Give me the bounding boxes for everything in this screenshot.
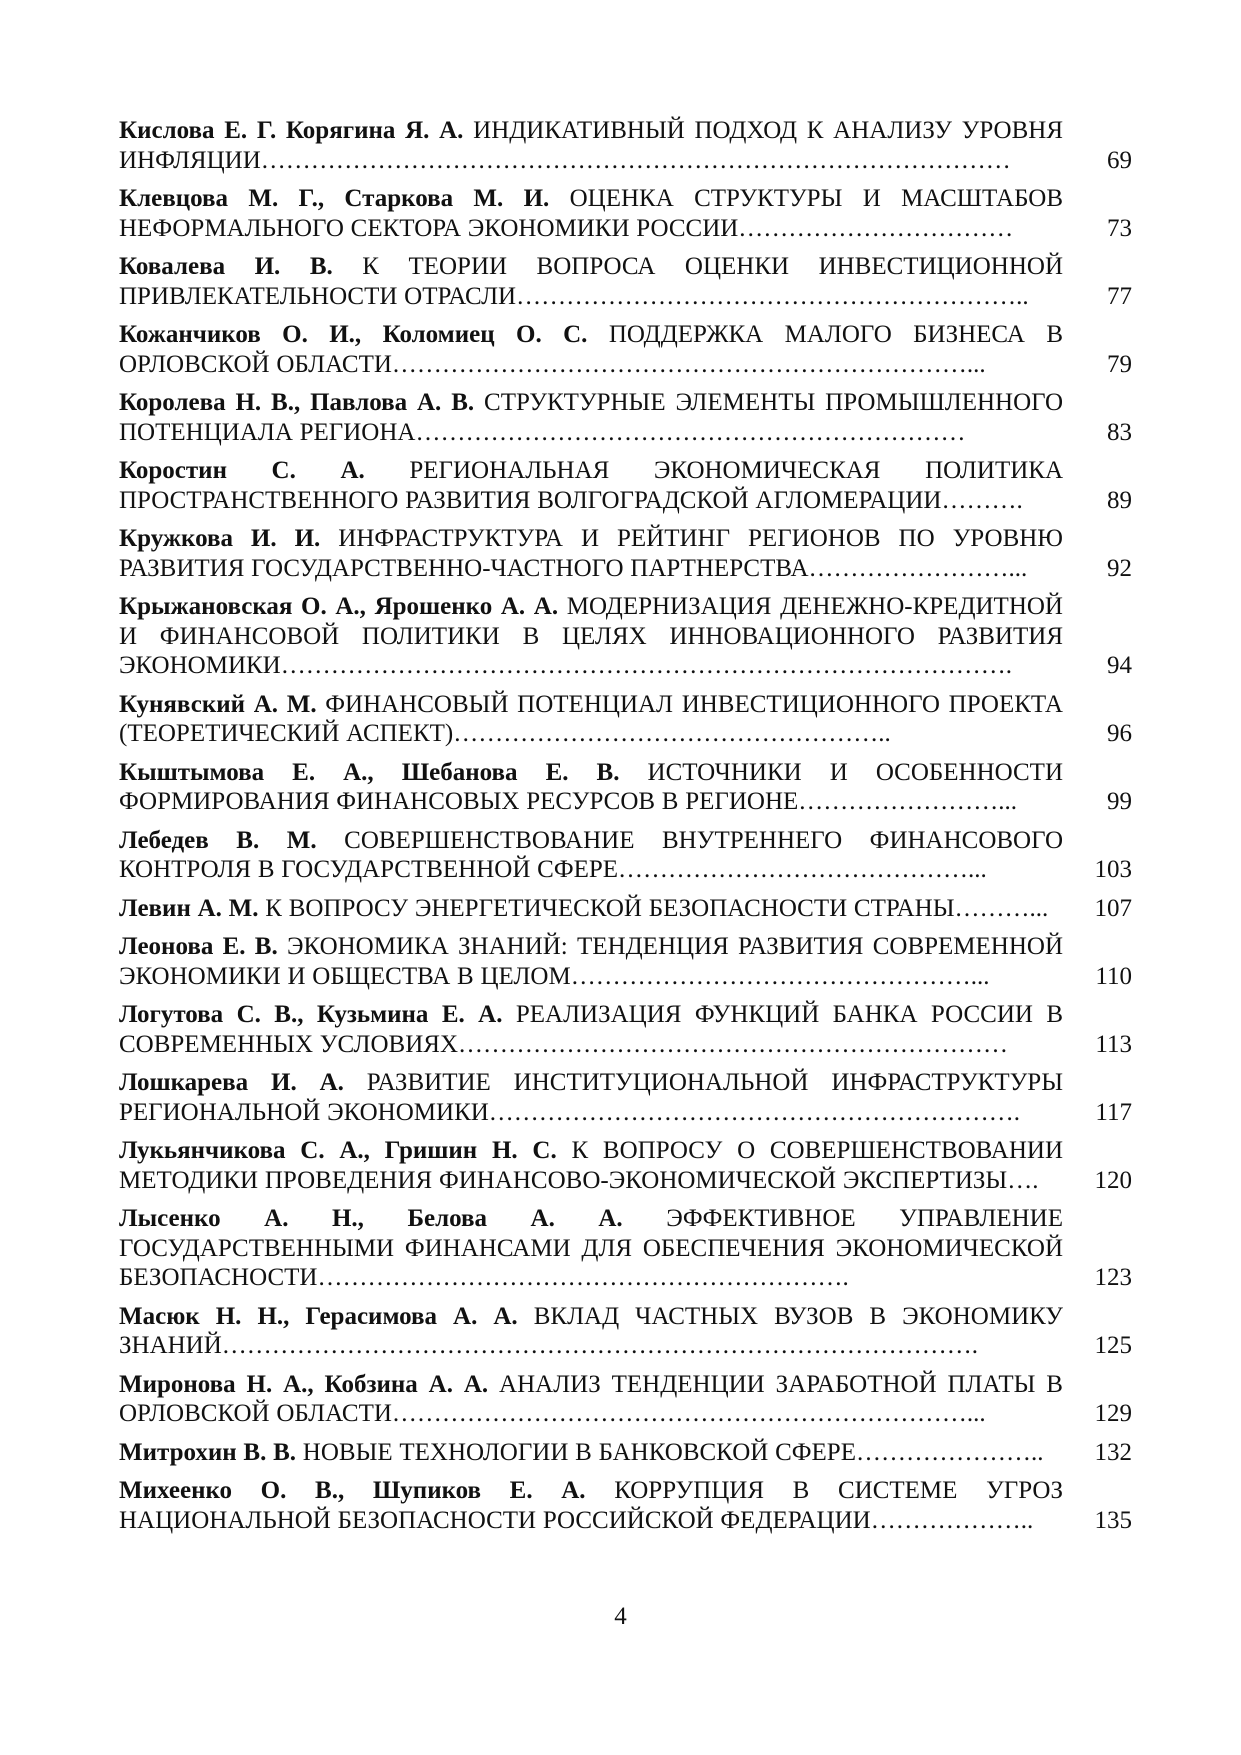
toc-entry-text	[119, 758, 1063, 817]
toc-page-number: 117	[1095, 1098, 1132, 1126]
toc-authors: Лысенко А. Н., Белова А. А.	[119, 1205, 623, 1232]
toc-page-number: 69	[1107, 146, 1132, 174]
toc-authors: Крыжановская О. А., Ярошенко А. А.	[119, 593, 559, 620]
toc-entry	[119, 1068, 1132, 1127]
toc-entry-text	[119, 252, 1063, 311]
toc-title: К ТЕОРИИ ВОПРОСА ОЦЕНКИ ИНВЕСТИЦИОННОЙ ПРИВЛЕКАТЕЛЬНОСТИ ОТРАСЛИ……………………………………………………..	[119, 253, 1064, 310]
toc-title: К ВОПРОСУ О СОВЕРШЕНСТВОВАНИИ МЕТОДИКИ ПРОВЕДЕНИЯ ФИНАНСОВО-ЭКОНОМИЧЕСКОЙ ЭКСПЕРТИЗЫ….	[119, 1137, 1063, 1194]
toc-page-number: 89	[1107, 486, 1132, 514]
toc-entry	[119, 184, 1132, 243]
toc-entry	[119, 592, 1132, 681]
toc-entry	[119, 932, 1132, 991]
toc-entry-text	[119, 1136, 1063, 1195]
toc-authors: Кунявский А. М.	[119, 690, 317, 718]
toc-authors: Лебедев В. М.	[119, 826, 317, 854]
toc-entry-text	[119, 932, 1063, 991]
toc-authors: Лукьянчикова С. А., Гришин Н. С.	[119, 1137, 557, 1164]
toc-entry-text	[119, 388, 1063, 447]
toc-page-number: 83	[1107, 418, 1132, 446]
toc-page-number: 77	[1107, 282, 1132, 310]
toc-page-number: 99	[1107, 788, 1132, 815]
toc-title: ИНФРАСТРУКТУРА И РЕЙТИНГ РЕГИОНОВ ПО УРОВНЮ РАЗВИТИЯ ГОСУДАРСТВЕННО-ЧАСТНОГО ПАРТНЕРСТВА……………………...	[119, 525, 1063, 582]
table-of-contents	[119, 116, 1132, 1544]
toc-title: К ВОПРОСУ ЭНЕРГЕТИЧЕСКОЙ БЕЗОПАСНОСТИ СТРАНЫ………...	[265, 894, 1049, 922]
toc-title: ФИНАНСОВЫЙ ПОТЕНЦИАЛ ИНВЕСТИЦИОННОГО ПРОЕКТА (ТЕОРЕТИЧЕСКИЙ АСПЕКТ)……………………………………………..	[119, 690, 1063, 747]
toc-title: РЕГИОНАЛЬНАЯ ЭКОНОМИЧЕСКАЯ ПОЛИТИКА ПРОСТРАНСТВЕННОГО РАЗВИТИЯ ВОЛГОГРАДСКОЙ АГЛОМЕРАЦИИ……….	[119, 457, 1063, 514]
toc-entry	[119, 1438, 1132, 1468]
toc-page-number: 96	[1107, 720, 1132, 747]
toc-authors: Коростин С. А.	[119, 457, 365, 484]
toc-authors: Кружкова И. И.	[119, 525, 321, 552]
toc-authors: Левин А. М.	[119, 894, 259, 922]
toc-authors: Масюк Н. Н., Герасимова А. А.	[119, 1302, 518, 1330]
toc-authors: Логутова С. В., Кузьмина Е. А.	[119, 1001, 503, 1028]
toc-authors: Королева Н. В., Павлова А. В.	[119, 389, 475, 416]
toc-title: СТРУКТУРНЫЕ ЭЛЕМЕНТЫ ПРОМЫШЛЕННОГО ПОТЕНЦИАЛА РЕГИОНА…………………………………………………………	[119, 389, 1064, 446]
toc-page-number: 120	[1094, 1166, 1132, 1194]
toc-title: СОВЕРШЕНСТВОВАНИЕ ВНУТРЕННЕГО ФИНАНСОВОГО КОНТРОЛЯ В ГОСУДАРСТВЕННОЙ СФЕРЕ……………………………………...	[119, 826, 1063, 883]
toc-entry-text	[119, 320, 1063, 379]
toc-entry-text	[119, 894, 1063, 924]
toc-title: МОДЕРНИЗАЦИЯ ДЕНЕЖНО-КРЕДИТНОЙ И ФИНАНСОВОЙ ПОЛИТИКИ В ЦЕЛЯХ ИННОВАЦИОННОГО РАЗВИТИЯ ЭКОНОМИКИ…………………………………………………………………………….	[119, 593, 1063, 679]
toc-title: ПОДДЕРЖКА МАЛОГО БИЗНЕСА В ОРЛОВСКОЙ ОБЛАСТИ……………………………………………………………...	[119, 321, 1063, 378]
toc-entry-text	[119, 524, 1063, 583]
toc-title: ЭКОНОМИКА ЗНАНИЙ: ТЕНДЕНЦИЯ РАЗВИТИЯ СОВРЕМЕННОЙ ЭКОНОМИКИ И ОБЩЕСТВА В ЦЕЛОМ…………………………………………...	[119, 933, 1064, 990]
toc-entry	[119, 1476, 1132, 1535]
toc-entry	[119, 320, 1132, 379]
toc-title: НОВЫЕ ТЕХНОЛОГИИ В БАНКОВСКОЙ СФЕРЕ…………………..	[302, 1438, 1044, 1466]
toc-entry	[119, 456, 1132, 515]
toc-entry	[119, 1302, 1132, 1361]
toc-entry-text	[119, 116, 1063, 175]
toc-title: АНАЛИЗ ТЕНДЕНЦИИ ЗАРАБОТНОЙ ПЛАТЫ В ОРЛОВСКОЙ ОБЛАСТИ……………………………………………………………...	[119, 1370, 1063, 1427]
toc-title: КОРРУПЦИЯ В СИСТЕМЕ УГРОЗ НАЦИОНАЛЬНОЙ БЕЗОПАСНОСТИ РОССИЙСКОЙ ФЕДЕРАЦИИ………………..	[119, 1477, 1064, 1534]
toc-entry	[119, 1136, 1132, 1195]
toc-entry-text	[119, 1476, 1063, 1535]
toc-entry-text	[119, 1000, 1063, 1059]
toc-entry-text	[119, 184, 1063, 243]
toc-title: ОЦЕНКА СТРУКТУРЫ И МАСШТАБОВ НЕФОРМАЛЬНОГО СЕКТОРА ЭКОНОМИКИ РОССИИ……………………………	[119, 185, 1063, 242]
toc-entry	[119, 116, 1132, 175]
toc-entry-text	[119, 1370, 1063, 1429]
toc-page-number: 123	[1094, 1264, 1132, 1291]
toc-page-number: 103	[1094, 856, 1132, 883]
toc-title: ИСТОЧНИКИ И ОСОБЕННОСТИ ФОРМИРОВАНИЯ ФИНАНСОВЫХ РЕСУРСОВ В РЕГИОНЕ……………………...	[119, 758, 1064, 815]
toc-page-number: 110	[1095, 962, 1132, 990]
toc-page-number: 79	[1107, 350, 1132, 378]
page-footer-number: 4	[614, 1603, 627, 1630]
toc-authors: Ковалева И. В.	[119, 253, 333, 280]
toc-entry	[119, 894, 1132, 924]
toc-entry	[119, 524, 1132, 583]
toc-entry-text	[119, 1068, 1063, 1127]
toc-entry-text	[119, 1204, 1063, 1293]
toc-page-number: 113	[1095, 1030, 1132, 1058]
toc-title: ИНДИКАТИВНЫЙ ПОДХОД К АНАЛИЗУ УРОВНЯ ИНФЛЯЦИИ………………………………………………………………………………	[119, 117, 1064, 174]
toc-entry	[119, 758, 1132, 817]
toc-page-number: 132	[1094, 1438, 1132, 1466]
toc-authors: Леонова Е. В.	[119, 933, 278, 960]
toc-entry-text	[119, 1302, 1063, 1361]
toc-authors: Клевцова М. Г., Старкова М. И.	[119, 185, 550, 212]
toc-entry-text	[119, 592, 1063, 681]
toc-entry	[119, 690, 1132, 749]
toc-entry	[119, 252, 1132, 311]
toc-authors: Кожанчиков О. И., Коломиец О. С.	[119, 321, 588, 348]
toc-authors: Кыштымова Е. А., Шебанова Е. В.	[119, 758, 620, 786]
toc-entry-text	[119, 826, 1063, 885]
toc-page-number: 92	[1107, 554, 1132, 582]
toc-page-number: 129	[1094, 1400, 1132, 1427]
toc-page-number: 73	[1107, 214, 1132, 242]
toc-authors: Митрохин В. В.	[119, 1438, 297, 1466]
toc-entry-text	[119, 456, 1063, 515]
toc-authors: Лошкарева И. А.	[119, 1069, 344, 1096]
toc-title: РАЗВИТИЕ ИНСТИТУЦИОНАЛЬНОЙ ИНФРАСТРУКТУРЫ РЕГИОНАЛЬНОЙ ЭКОНОМИКИ……………………………………………………….	[119, 1069, 1064, 1126]
toc-page-number: 107	[1094, 894, 1132, 922]
toc-entry-text	[119, 690, 1063, 749]
toc-entry	[119, 1000, 1132, 1059]
toc-title: РЕАЛИЗАЦИЯ ФУНКЦИЙ БАНКА РОССИИ В СОВРЕМЕННЫХ УСЛОВИЯХ…………………………………………………………	[119, 1001, 1063, 1058]
toc-title: ВКЛАД ЧАСТНЫХ ВУЗОВ В ЭКОНОМИКУ ЗНАНИЙ……………………………………………………………………………….	[119, 1302, 1063, 1359]
toc-entry	[119, 826, 1132, 885]
toc-entry	[119, 1370, 1132, 1429]
toc-page-number: 94	[1107, 652, 1132, 679]
toc-authors: Кислова Е. Г. Корягина Я. А.	[119, 117, 464, 144]
toc-entry	[119, 1204, 1132, 1293]
toc-authors: Миронова Н. А., Кобзина А. А.	[119, 1370, 489, 1398]
toc-page-number: 125	[1094, 1332, 1132, 1359]
toc-entry-text	[119, 1438, 1063, 1468]
toc-authors: Михеенко О. В., Шупиков Е. А.	[119, 1477, 586, 1504]
toc-page-number: 135	[1094, 1506, 1132, 1534]
toc-entry	[119, 388, 1132, 447]
toc-title: ЭФФЕКТИВНОЕ УПРАВЛЕНИЕ ГОСУДАРСТВЕННЫМИ ФИНАНСАМИ ДЛЯ ОБЕСПЕЧЕНИЯ ЭКОНОМИЧЕСКОЙ БЕЗОПАСНОСТИ……………………………………………………….	[119, 1205, 1064, 1291]
